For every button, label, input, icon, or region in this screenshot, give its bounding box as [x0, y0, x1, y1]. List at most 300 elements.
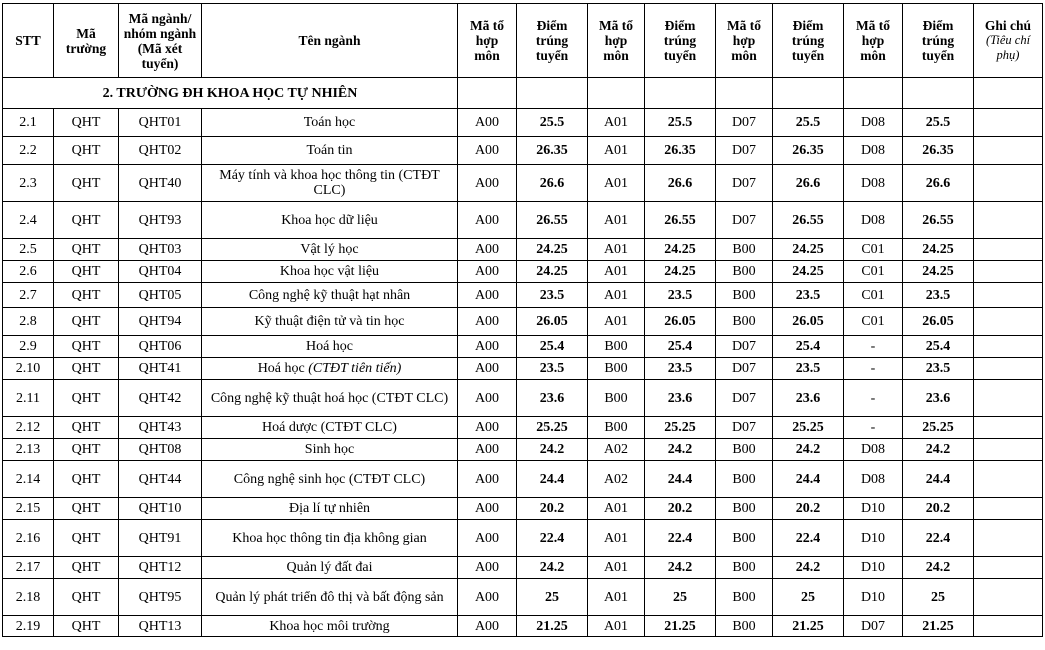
cell-ma-to-hop-4: D10 — [844, 498, 903, 520]
header-ma-to-hop-3: Mã tổ hợp môn — [716, 4, 773, 78]
cell-stt: 2.2 — [3, 137, 54, 165]
header-ghi-chu-subtitle: (Tiêu chí phụ) — [985, 33, 1031, 62]
cell-diem-1: 25.25 — [517, 417, 588, 439]
cell-ma-truong: QHT — [54, 261, 119, 283]
major-name: Sinh học — [304, 442, 355, 457]
cell-diem-4: 22.4 — [903, 520, 974, 557]
cell-diem-3: 25.25 — [773, 417, 844, 439]
cell-ma-to-hop-4: - — [844, 336, 903, 358]
table-row — [3, 520, 1043, 557]
section-empty-cell — [517, 78, 588, 109]
cell-ghi-chu — [974, 283, 1043, 308]
cell-ma-to-hop-4: D10 — [844, 579, 903, 616]
cell-diem-4: 25.25 — [903, 417, 974, 439]
cell-ma-to-hop-2: A01 — [588, 202, 645, 239]
table-row — [3, 336, 1043, 358]
section-empty-cell — [844, 78, 903, 109]
cell-diem-3: 24.25 — [773, 261, 844, 283]
cell-ma-truong: QHT — [54, 165, 119, 202]
cell-ma-to-hop-3: D07 — [716, 336, 773, 358]
cell-ma-nganh: QHT01 — [119, 109, 202, 137]
cell-diem-3: 23.5 — [773, 283, 844, 308]
cell-diem-2: 25 — [645, 579, 716, 616]
cell-stt: 2.16 — [3, 520, 54, 557]
cell-diem-3: 25.4 — [773, 336, 844, 358]
cell-ma-to-hop-3: B00 — [716, 520, 773, 557]
cell-ma-to-hop-4: C01 — [844, 239, 903, 261]
cell-ten-nganh — [202, 520, 458, 557]
cell-diem-2: 22.4 — [645, 520, 716, 557]
cell-diem-4: 20.2 — [903, 498, 974, 520]
major-name: Công nghệ kỹ thuật hạt nhân — [248, 287, 411, 303]
cell-ma-truong: QHT — [54, 520, 119, 557]
cell-ma-to-hop-1: A00 — [458, 557, 517, 579]
cell-stt: 2.4 — [3, 202, 54, 239]
cell-diem-3: 25 — [773, 579, 844, 616]
cell-ma-nganh: QHT43 — [119, 417, 202, 439]
major-name: Toán học — [303, 115, 356, 130]
cell-ma-to-hop-4: D08 — [844, 137, 903, 165]
cell-stt: 2.10 — [3, 358, 54, 380]
table-row — [3, 461, 1043, 498]
cell-ten-nganh — [202, 261, 458, 283]
cell-diem-4: 26.35 — [903, 137, 974, 165]
table-row — [3, 202, 1043, 239]
cell-ghi-chu — [974, 358, 1043, 380]
cell-stt: 2.15 — [3, 498, 54, 520]
cell-ma-to-hop-4: D08 — [844, 202, 903, 239]
major-name: Toán tin — [306, 143, 353, 158]
section-title: 2. TRƯỜNG ĐH KHOA HỌC TỰ NHIÊN — [3, 78, 458, 109]
cell-ma-to-hop-1: A00 — [458, 283, 517, 308]
cell-diem-3: 23.5 — [773, 358, 844, 380]
cell-ma-truong: QHT — [54, 202, 119, 239]
cell-diem-1: 26.05 — [517, 308, 588, 336]
cell-ma-to-hop-3: B00 — [716, 461, 773, 498]
cell-ma-to-hop-3: D07 — [716, 202, 773, 239]
cell-diem-2: 23.5 — [645, 283, 716, 308]
cell-ma-to-hop-1: A00 — [458, 308, 517, 336]
table-row — [3, 380, 1043, 417]
cell-stt: 2.5 — [3, 239, 54, 261]
cell-ma-to-hop-1: A00 — [458, 165, 517, 202]
major-name: Quản lý phát triển đô thị và bất động sản — [215, 589, 444, 605]
cell-ma-to-hop-1: A00 — [458, 358, 517, 380]
cell-ghi-chu — [974, 616, 1043, 637]
cell-ma-to-hop-4: C01 — [844, 261, 903, 283]
cell-ma-to-hop-1: A00 — [458, 109, 517, 137]
cell-ten-nganh — [202, 498, 458, 520]
cell-ten-nganh — [202, 417, 458, 439]
cell-ma-to-hop-1: A00 — [458, 239, 517, 261]
cell-ma-to-hop-3: B00 — [716, 579, 773, 616]
cell-diem-4: 25 — [903, 579, 974, 616]
cell-ma-to-hop-2: A01 — [588, 308, 645, 336]
cell-diem-1: 23.5 — [517, 283, 588, 308]
cell-diem-1: 25 — [517, 579, 588, 616]
major-name: Khoa học dữ liệu — [281, 212, 378, 228]
cell-diem-4: 26.55 — [903, 202, 974, 239]
cell-diem-1: 26.55 — [517, 202, 588, 239]
cell-diem-1: 24.25 — [517, 261, 588, 283]
cell-diem-4: 24.2 — [903, 439, 974, 461]
cell-diem-3: 26.6 — [773, 165, 844, 202]
header-stt: STT — [3, 4, 54, 78]
cell-ma-nganh: QHT40 — [119, 165, 202, 202]
major-name: Địa lí tự nhiên — [288, 501, 371, 516]
cell-diem-1: 24.25 — [517, 239, 588, 261]
cell-diem-3: 26.35 — [773, 137, 844, 165]
cell-ma-to-hop-1: A00 — [458, 137, 517, 165]
cell-ma-to-hop-4: D08 — [844, 109, 903, 137]
cell-ma-to-hop-2: A01 — [588, 261, 645, 283]
cell-ma-to-hop-4: D08 — [844, 165, 903, 202]
cell-diem-1: 23.6 — [517, 380, 588, 417]
cell-ma-truong: QHT — [54, 439, 119, 461]
cell-ma-to-hop-2: A01 — [588, 557, 645, 579]
cell-stt: 2.18 — [3, 579, 54, 616]
cell-ma-to-hop-1: A00 — [458, 616, 517, 637]
cell-ma-to-hop-3: D07 — [716, 165, 773, 202]
cell-diem-2: 24.2 — [645, 439, 716, 461]
cell-ten-nganh — [202, 137, 458, 165]
cell-diem-1: 26.35 — [517, 137, 588, 165]
cell-diem-4: 24.4 — [903, 461, 974, 498]
header-ma-truong: Mã trường — [54, 4, 119, 78]
cell-ma-to-hop-4: D10 — [844, 557, 903, 579]
cell-stt: 2.19 — [3, 616, 54, 637]
cell-diem-2: 24.2 — [645, 557, 716, 579]
cell-ma-to-hop-2: A01 — [588, 616, 645, 637]
section-empty-cell — [773, 78, 844, 109]
header-ma-to-hop-2: Mã tổ hợp môn — [588, 4, 645, 78]
cell-ten-nganh — [202, 283, 458, 308]
cell-stt: 2.6 — [3, 261, 54, 283]
cell-diem-3: 20.2 — [773, 498, 844, 520]
cell-ma-truong: QHT — [54, 239, 119, 261]
cell-diem-3: 25.5 — [773, 109, 844, 137]
cell-ma-nganh: QHT95 — [119, 579, 202, 616]
cell-ma-to-hop-2: A01 — [588, 498, 645, 520]
header-ma-to-hop-4: Mã tổ hợp môn — [844, 4, 903, 78]
cell-ma-to-hop-3: B00 — [716, 557, 773, 579]
cell-ma-nganh: QHT08 — [119, 439, 202, 461]
cell-ma-to-hop-1: A00 — [458, 380, 517, 417]
cell-diem-4: 24.25 — [903, 261, 974, 283]
cell-ghi-chu — [974, 261, 1043, 283]
cell-diem-1: 24.2 — [517, 439, 588, 461]
cell-ten-nganh — [202, 557, 458, 579]
cell-diem-2: 23.6 — [645, 380, 716, 417]
cell-ma-to-hop-4: - — [844, 380, 903, 417]
cell-ten-nganh — [202, 616, 458, 637]
cell-ma-to-hop-1: A00 — [458, 202, 517, 239]
table-row — [3, 439, 1043, 461]
cell-ma-to-hop-2: B00 — [588, 336, 645, 358]
cell-diem-4: 26.6 — [903, 165, 974, 202]
cell-stt: 2.17 — [3, 557, 54, 579]
table-row — [3, 358, 1043, 380]
cell-diem-2: 26.05 — [645, 308, 716, 336]
cell-ma-to-hop-2: A01 — [588, 239, 645, 261]
cell-diem-3: 23.6 — [773, 380, 844, 417]
cell-diem-4: 24.2 — [903, 557, 974, 579]
cell-stt: 2.14 — [3, 461, 54, 498]
header-ghi-chu — [974, 4, 1043, 78]
section-empty-cell — [974, 78, 1043, 109]
cell-ma-to-hop-4: D07 — [844, 616, 903, 637]
section-empty-cell — [458, 78, 517, 109]
table-row — [3, 579, 1043, 616]
cell-diem-2: 20.2 — [645, 498, 716, 520]
cell-diem-3: 24.25 — [773, 239, 844, 261]
cell-ma-truong: QHT — [54, 579, 119, 616]
cell-diem-3: 24.2 — [773, 439, 844, 461]
major-name: Khoa học thông tin địa không gian — [232, 530, 427, 546]
cell-diem-4: 25.4 — [903, 336, 974, 358]
cell-ma-to-hop-4: D08 — [844, 461, 903, 498]
cell-ma-to-hop-3: D07 — [716, 109, 773, 137]
cell-ma-nganh: QHT41 — [119, 358, 202, 380]
cell-ten-nganh — [202, 579, 458, 616]
major-name: Khoa học vật liệu — [279, 264, 380, 279]
cell-stt: 2.12 — [3, 417, 54, 439]
major-name: Công nghệ sinh học (CTĐT CLC) — [233, 471, 426, 487]
cell-ma-truong: QHT — [54, 308, 119, 336]
cell-ma-to-hop-2: B00 — [588, 358, 645, 380]
major-name: Kỹ thuật điện tử và tin học — [254, 314, 405, 329]
header-diem-3: Điểm trúng tuyển — [773, 4, 844, 78]
cell-ma-truong: QHT — [54, 616, 119, 637]
cell-ma-nganh: QHT13 — [119, 616, 202, 637]
cell-ma-to-hop-2: A01 — [588, 165, 645, 202]
cell-diem-1: 21.25 — [517, 616, 588, 637]
cell-ma-to-hop-2: A01 — [588, 137, 645, 165]
cell-ghi-chu — [974, 461, 1043, 498]
cell-ma-to-hop-1: A00 — [458, 439, 517, 461]
major-name: Quản lý đất đai — [286, 560, 373, 575]
cell-stt: 2.9 — [3, 336, 54, 358]
header-ma-to-hop-1: Mã tổ hợp môn — [458, 4, 517, 78]
cell-diem-2: 26.35 — [645, 137, 716, 165]
cell-diem-3: 26.05 — [773, 308, 844, 336]
cell-diem-2: 24.25 — [645, 239, 716, 261]
cell-ma-truong: QHT — [54, 380, 119, 417]
cell-ten-nganh — [202, 461, 458, 498]
cell-diem-2: 26.55 — [645, 202, 716, 239]
table-row — [3, 261, 1043, 283]
cell-ma-to-hop-3: D07 — [716, 358, 773, 380]
cell-ma-truong: QHT — [54, 137, 119, 165]
major-name: Hoá học — [305, 339, 354, 354]
header-diem-4: Điểm trúng tuyển — [903, 4, 974, 78]
major-name: Vật lý học — [300, 242, 359, 257]
cell-stt: 2.7 — [3, 283, 54, 308]
cell-ma-to-hop-1: A00 — [458, 417, 517, 439]
cell-diem-1: 23.5 — [517, 358, 588, 380]
cell-ma-nganh: QHT03 — [119, 239, 202, 261]
cell-ma-to-hop-3: B00 — [716, 261, 773, 283]
cell-ma-to-hop-2: A02 — [588, 439, 645, 461]
major-note: (CTĐT tiên tiến) — [308, 361, 402, 376]
header-ghi-chu-title: Ghi chú — [984, 18, 1032, 33]
admission-scores-table — [2, 3, 1043, 637]
cell-ma-to-hop-3: D07 — [716, 417, 773, 439]
cell-ten-nganh — [202, 239, 458, 261]
cell-diem-4: 23.5 — [903, 283, 974, 308]
cell-ma-to-hop-4: - — [844, 417, 903, 439]
cell-ghi-chu — [974, 109, 1043, 137]
cell-diem-3: 24.4 — [773, 461, 844, 498]
section-empty-cell — [903, 78, 974, 109]
cell-stt: 2.8 — [3, 308, 54, 336]
cell-diem-4: 25.5 — [903, 109, 974, 137]
major-name: Hoá dược (CTĐT CLC) — [262, 420, 397, 435]
cell-diem-3: 22.4 — [773, 520, 844, 557]
cell-ma-to-hop-3: B00 — [716, 439, 773, 461]
cell-ma-to-hop-1: A00 — [458, 261, 517, 283]
cell-ghi-chu — [974, 202, 1043, 239]
cell-ten-nganh — [202, 109, 458, 137]
cell-ma-to-hop-1: A00 — [458, 520, 517, 557]
cell-ma-truong: QHT — [54, 283, 119, 308]
cell-ma-truong: QHT — [54, 109, 119, 137]
cell-stt: 2.3 — [3, 165, 54, 202]
section-empty-cell — [716, 78, 773, 109]
cell-ma-to-hop-3: D07 — [716, 137, 773, 165]
table-row — [3, 137, 1043, 165]
cell-ma-truong: QHT — [54, 557, 119, 579]
cell-diem-1: 20.2 — [517, 498, 588, 520]
cell-ma-to-hop-2: B00 — [588, 380, 645, 417]
cell-diem-2: 21.25 — [645, 616, 716, 637]
cell-ma-truong: QHT — [54, 336, 119, 358]
major-name: Máy tính và khoa học thông tin (CTĐT CLC) — [219, 168, 440, 198]
cell-ma-to-hop-2: B00 — [588, 417, 645, 439]
cell-diem-1: 26.6 — [517, 165, 588, 202]
cell-ghi-chu — [974, 498, 1043, 520]
cell-ma-nganh: QHT06 — [119, 336, 202, 358]
cell-ma-nganh: QHT02 — [119, 137, 202, 165]
cell-ghi-chu — [974, 336, 1043, 358]
cell-stt: 2.1 — [3, 109, 54, 137]
cell-ghi-chu — [974, 308, 1043, 336]
table-row — [3, 165, 1043, 202]
major-name: Khoa học môi trường — [269, 618, 390, 634]
cell-diem-1: 25.5 — [517, 109, 588, 137]
cell-ten-nganh — [202, 336, 458, 358]
cell-ma-to-hop-1: A00 — [458, 461, 517, 498]
cell-diem-3: 24.2 — [773, 557, 844, 579]
cell-stt: 2.13 — [3, 439, 54, 461]
header-diem-1: Điểm trúng tuyển — [517, 4, 588, 78]
header-diem-2: Điểm trúng tuyển — [645, 4, 716, 78]
cell-stt: 2.11 — [3, 380, 54, 417]
cell-ma-to-hop-3: B00 — [716, 616, 773, 637]
cell-ma-to-hop-2: A01 — [588, 283, 645, 308]
header-row — [3, 4, 1043, 78]
cell-diem-2: 23.5 — [645, 358, 716, 380]
table-row — [3, 308, 1043, 336]
cell-diem-2: 24.4 — [645, 461, 716, 498]
section-empty-cell — [588, 78, 645, 109]
cell-ma-nganh: QHT91 — [119, 520, 202, 557]
cell-diem-2: 26.6 — [645, 165, 716, 202]
cell-ma-truong: QHT — [54, 461, 119, 498]
cell-ten-nganh — [202, 202, 458, 239]
cell-ghi-chu — [974, 239, 1043, 261]
cell-ma-to-hop-3: B00 — [716, 498, 773, 520]
cell-diem-1: 22.4 — [517, 520, 588, 557]
cell-ma-truong: QHT — [54, 498, 119, 520]
cell-diem-2: 24.25 — [645, 261, 716, 283]
cell-ten-nganh — [202, 308, 458, 336]
table-row — [3, 283, 1043, 308]
cell-ma-to-hop-2: A02 — [588, 461, 645, 498]
cell-ma-nganh: QHT04 — [119, 261, 202, 283]
cell-ma-nganh: QHT94 — [119, 308, 202, 336]
cell-ma-to-hop-1: A00 — [458, 498, 517, 520]
cell-ten-nganh — [202, 439, 458, 461]
table-row — [3, 239, 1043, 261]
cell-ma-to-hop-2: A01 — [588, 109, 645, 137]
cell-ghi-chu — [974, 380, 1043, 417]
cell-diem-3: 26.55 — [773, 202, 844, 239]
cell-diem-4: 26.05 — [903, 308, 974, 336]
cell-diem-2: 25.25 — [645, 417, 716, 439]
cell-ma-to-hop-4: - — [844, 358, 903, 380]
cell-ten-nganh — [202, 380, 458, 417]
cell-diem-1: 24.2 — [517, 557, 588, 579]
cell-ma-to-hop-4: C01 — [844, 283, 903, 308]
cell-ten-nganh — [202, 358, 458, 380]
cell-ma-to-hop-3: B00 — [716, 308, 773, 336]
cell-diem-2: 25.4 — [645, 336, 716, 358]
cell-ma-nganh: QHT93 — [119, 202, 202, 239]
cell-ma-to-hop-3: B00 — [716, 283, 773, 308]
cell-ma-to-hop-4: C01 — [844, 308, 903, 336]
cell-diem-4: 21.25 — [903, 616, 974, 637]
table-row — [3, 498, 1043, 520]
cell-diem-3: 21.25 — [773, 616, 844, 637]
cell-ma-to-hop-3: B00 — [716, 239, 773, 261]
cell-diem-4: 24.25 — [903, 239, 974, 261]
cell-diem-2: 25.5 — [645, 109, 716, 137]
cell-ma-to-hop-4: D08 — [844, 439, 903, 461]
cell-diem-4: 23.5 — [903, 358, 974, 380]
cell-ghi-chu — [974, 520, 1043, 557]
cell-ma-to-hop-1: A00 — [458, 579, 517, 616]
cell-ma-to-hop-3: D07 — [716, 380, 773, 417]
cell-ma-nganh: QHT10 — [119, 498, 202, 520]
cell-ghi-chu — [974, 165, 1043, 202]
cell-ten-nganh — [202, 165, 458, 202]
major-name: Hoá học — [257, 361, 309, 376]
table-row — [3, 109, 1043, 137]
cell-ghi-chu — [974, 579, 1043, 616]
cell-ma-to-hop-4: D10 — [844, 520, 903, 557]
cell-ghi-chu — [974, 137, 1043, 165]
cell-ghi-chu — [974, 557, 1043, 579]
cell-ma-to-hop-1: A00 — [458, 336, 517, 358]
cell-ghi-chu — [974, 439, 1043, 461]
table-row — [3, 616, 1043, 637]
cell-ma-nganh: QHT42 — [119, 380, 202, 417]
cell-diem-1: 25.4 — [517, 336, 588, 358]
cell-ma-truong: QHT — [54, 417, 119, 439]
cell-ma-nganh: QHT44 — [119, 461, 202, 498]
section-empty-cell — [645, 78, 716, 109]
